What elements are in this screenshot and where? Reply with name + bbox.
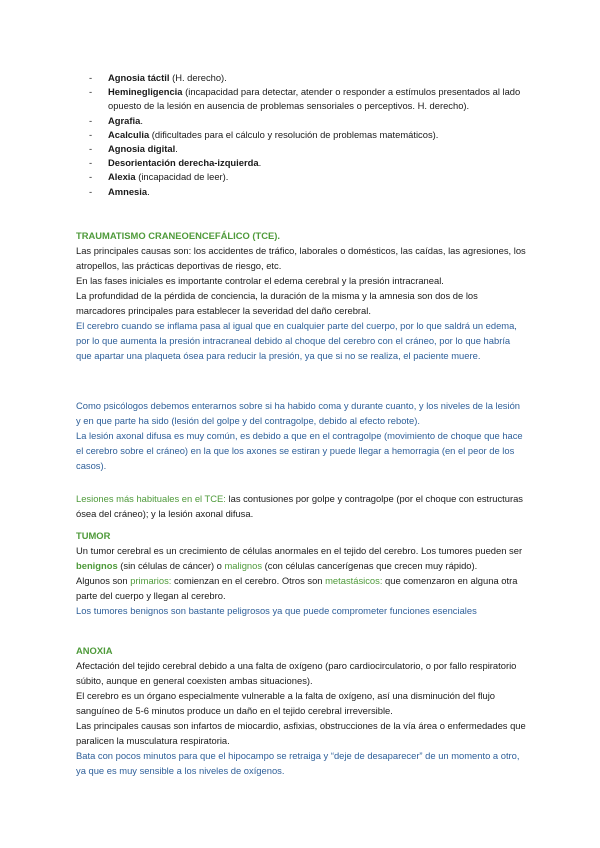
list-text: (incapacidad de leer). <box>135 171 229 183</box>
tce-note-inflammation: El cerebro cuando se inflama pasa al igual que en cualquier parte del cuerpo, por lo que saldrá un edema, por lo que aumenta la presión intracraneal debido al choque del cerebro con el cráneo, por lo que habría que apartar una plaqueta ósea para reducir la presión, ya que si no se realiza, el paciente muere. <box>76 320 517 361</box>
tce-paragraph-edema: En las fases iniciales es importante controlar el edema cerebral y la presión intracraneal. <box>76 275 444 286</box>
list-item <box>89 156 529 170</box>
tumor-metastasicos: metastásicos: <box>325 575 383 586</box>
tumor-text: comienzan en el cerebro. Otros son <box>171 575 326 586</box>
list-text: (incapacidad para detectar, atender o responder a estímulos presentados al lado opuesto de la lesión en ausencia de problemas sensoriales o perceptivos. H. derecho). <box>108 86 521 112</box>
list-dash: - <box>89 171 93 183</box>
tce-lesions-label: Lesiones más habituales en el TCE: <box>76 493 226 504</box>
list-dash: - <box>89 86 93 98</box>
tumor-text: que comenzaron en alguna otra parte del cuerpo y llegan al cerebro. <box>76 575 518 601</box>
tumor-paragraph-types <box>76 543 526 573</box>
list-item <box>89 185 529 199</box>
tce-lesions-text: las contusiones por golpe y contragolpe (por el choque con estructuras ósea del cráneo); y la lesión axonal difusa. <box>76 493 523 519</box>
list-text: . <box>147 185 150 197</box>
anoxia-paragraph-vulnerability: El cerebro es un órgano especialmente vulnerable a la falta de oxígeno, así una disminución del flujo sanguíneo de 5-6 minutos produce un daño en el tejido cerebral irreversible. <box>76 690 496 716</box>
section-anoxia <box>76 643 526 778</box>
list-text: (dificultades para el cálculo y resolución de problemas matemáticos). <box>149 128 439 140</box>
tumor-note-benign: Los tumores benignos son bastante peligrosos ya que puede comprometer funciones esenciales <box>76 605 477 616</box>
tce-note-axonal: La lesión axonal difusa es muy común, es debido a que en el contragolpe (movimiento de choque que hace el cerebro sobre el cráneo) en la que los axones se estiran y puede llegar a hemorragia (en el peor de los casos). <box>76 430 523 471</box>
anoxia-heading: ANOXIA <box>76 645 113 656</box>
list-item <box>89 114 529 128</box>
tumor-paragraph-origin <box>76 573 526 603</box>
tumor-primarios: primarios: <box>130 575 172 586</box>
tumor-text: (con células cancerígenas que crecen muy rápido). <box>262 560 478 571</box>
symptom-list <box>89 71 529 199</box>
list-term: Agnosia táctil <box>108 72 170 83</box>
list-term: Agnosia digital <box>108 143 176 155</box>
list-dash: - <box>89 157 93 169</box>
list-term: Desorientación derecha-izquierda <box>108 157 259 169</box>
tumor-malignos: malignos <box>224 560 263 571</box>
list-dash: - <box>89 114 93 126</box>
list-term: Heminegligencia <box>108 86 183 98</box>
list-item <box>89 128 529 142</box>
list-term: Agrafia <box>108 114 141 126</box>
section-tumor <box>76 528 526 618</box>
tce-note-coma: Como psicólogos debemos enterarnos sobre si ha habido coma y durante cuanto, y los niveles de la lesión y en que parte ha sido (lesión del golpe y del contragolpe, debido al efecto rebote). <box>76 400 521 426</box>
list-item <box>89 71 529 85</box>
section-tce-notes <box>76 398 526 473</box>
tumor-heading: TUMOR <box>76 530 111 541</box>
list-term: Alexia <box>108 171 136 183</box>
tce-lesions-paragraph <box>76 491 526 521</box>
list-item <box>89 142 529 156</box>
tumor-text: (sin células de cáncer) o <box>117 560 225 571</box>
list-text: (H. derecho). <box>169 72 227 83</box>
anoxia-paragraph-definition: Afectación del tejido cerebral debido a una falta de oxígeno (paro cardiocirculatorio, o por fallo respiratorio súbito, aunque en general coexisten ambas situaciones). <box>76 660 517 686</box>
anoxia-note-hippocampus: Bata con pocos minutos para que el hipocampo se retraiga y “deje de desaparecer” de un momento a otro, ya que es muy sensible a los niveles de oxígenos. <box>76 750 520 776</box>
list-term: Amnesia <box>108 185 148 197</box>
list-dash: - <box>89 128 93 140</box>
list-item <box>89 85 529 113</box>
tumor-benignos: benignos <box>76 560 118 571</box>
list-term: Acalculia <box>108 128 150 140</box>
tumor-text: Un tumor cerebral es un crecimiento de células anormales en el tejido del cerebro. Los tumores pueden ser <box>76 545 523 556</box>
list-dash: - <box>89 143 93 155</box>
list-text: . <box>175 143 178 155</box>
list-dash: - <box>89 185 93 197</box>
section-tce <box>76 228 526 363</box>
tce-paragraph-causes: Las principales causas son: los accidentes de tráfico, laborales o domésticos, las caídas, las agresiones, los atropellos, las prácticas deportivas de riesgo, etc. <box>76 245 526 271</box>
list-text: . <box>258 157 262 169</box>
tumor-text: Algunos son <box>76 575 131 586</box>
list-item <box>89 170 529 184</box>
list-text: . <box>140 114 143 126</box>
list-dash: - <box>89 72 93 83</box>
section-tce-lesions <box>76 491 526 521</box>
tce-heading: TRAUMATISMO CRANEOENCEFÁLICO (TCE). <box>76 230 280 241</box>
tce-paragraph-severity: La profundidad de la pérdida de conciencia, la duración de la misma y la amnesia son dos de los marcadores principales para establecer la severidad del daño cerebral. <box>76 290 478 316</box>
anoxia-paragraph-causes: Las principales causas son infartos de miocardio, asfixias, obstrucciones de la vía área o enfermedades que paralicen la musculatura respiratoria. <box>76 720 526 746</box>
